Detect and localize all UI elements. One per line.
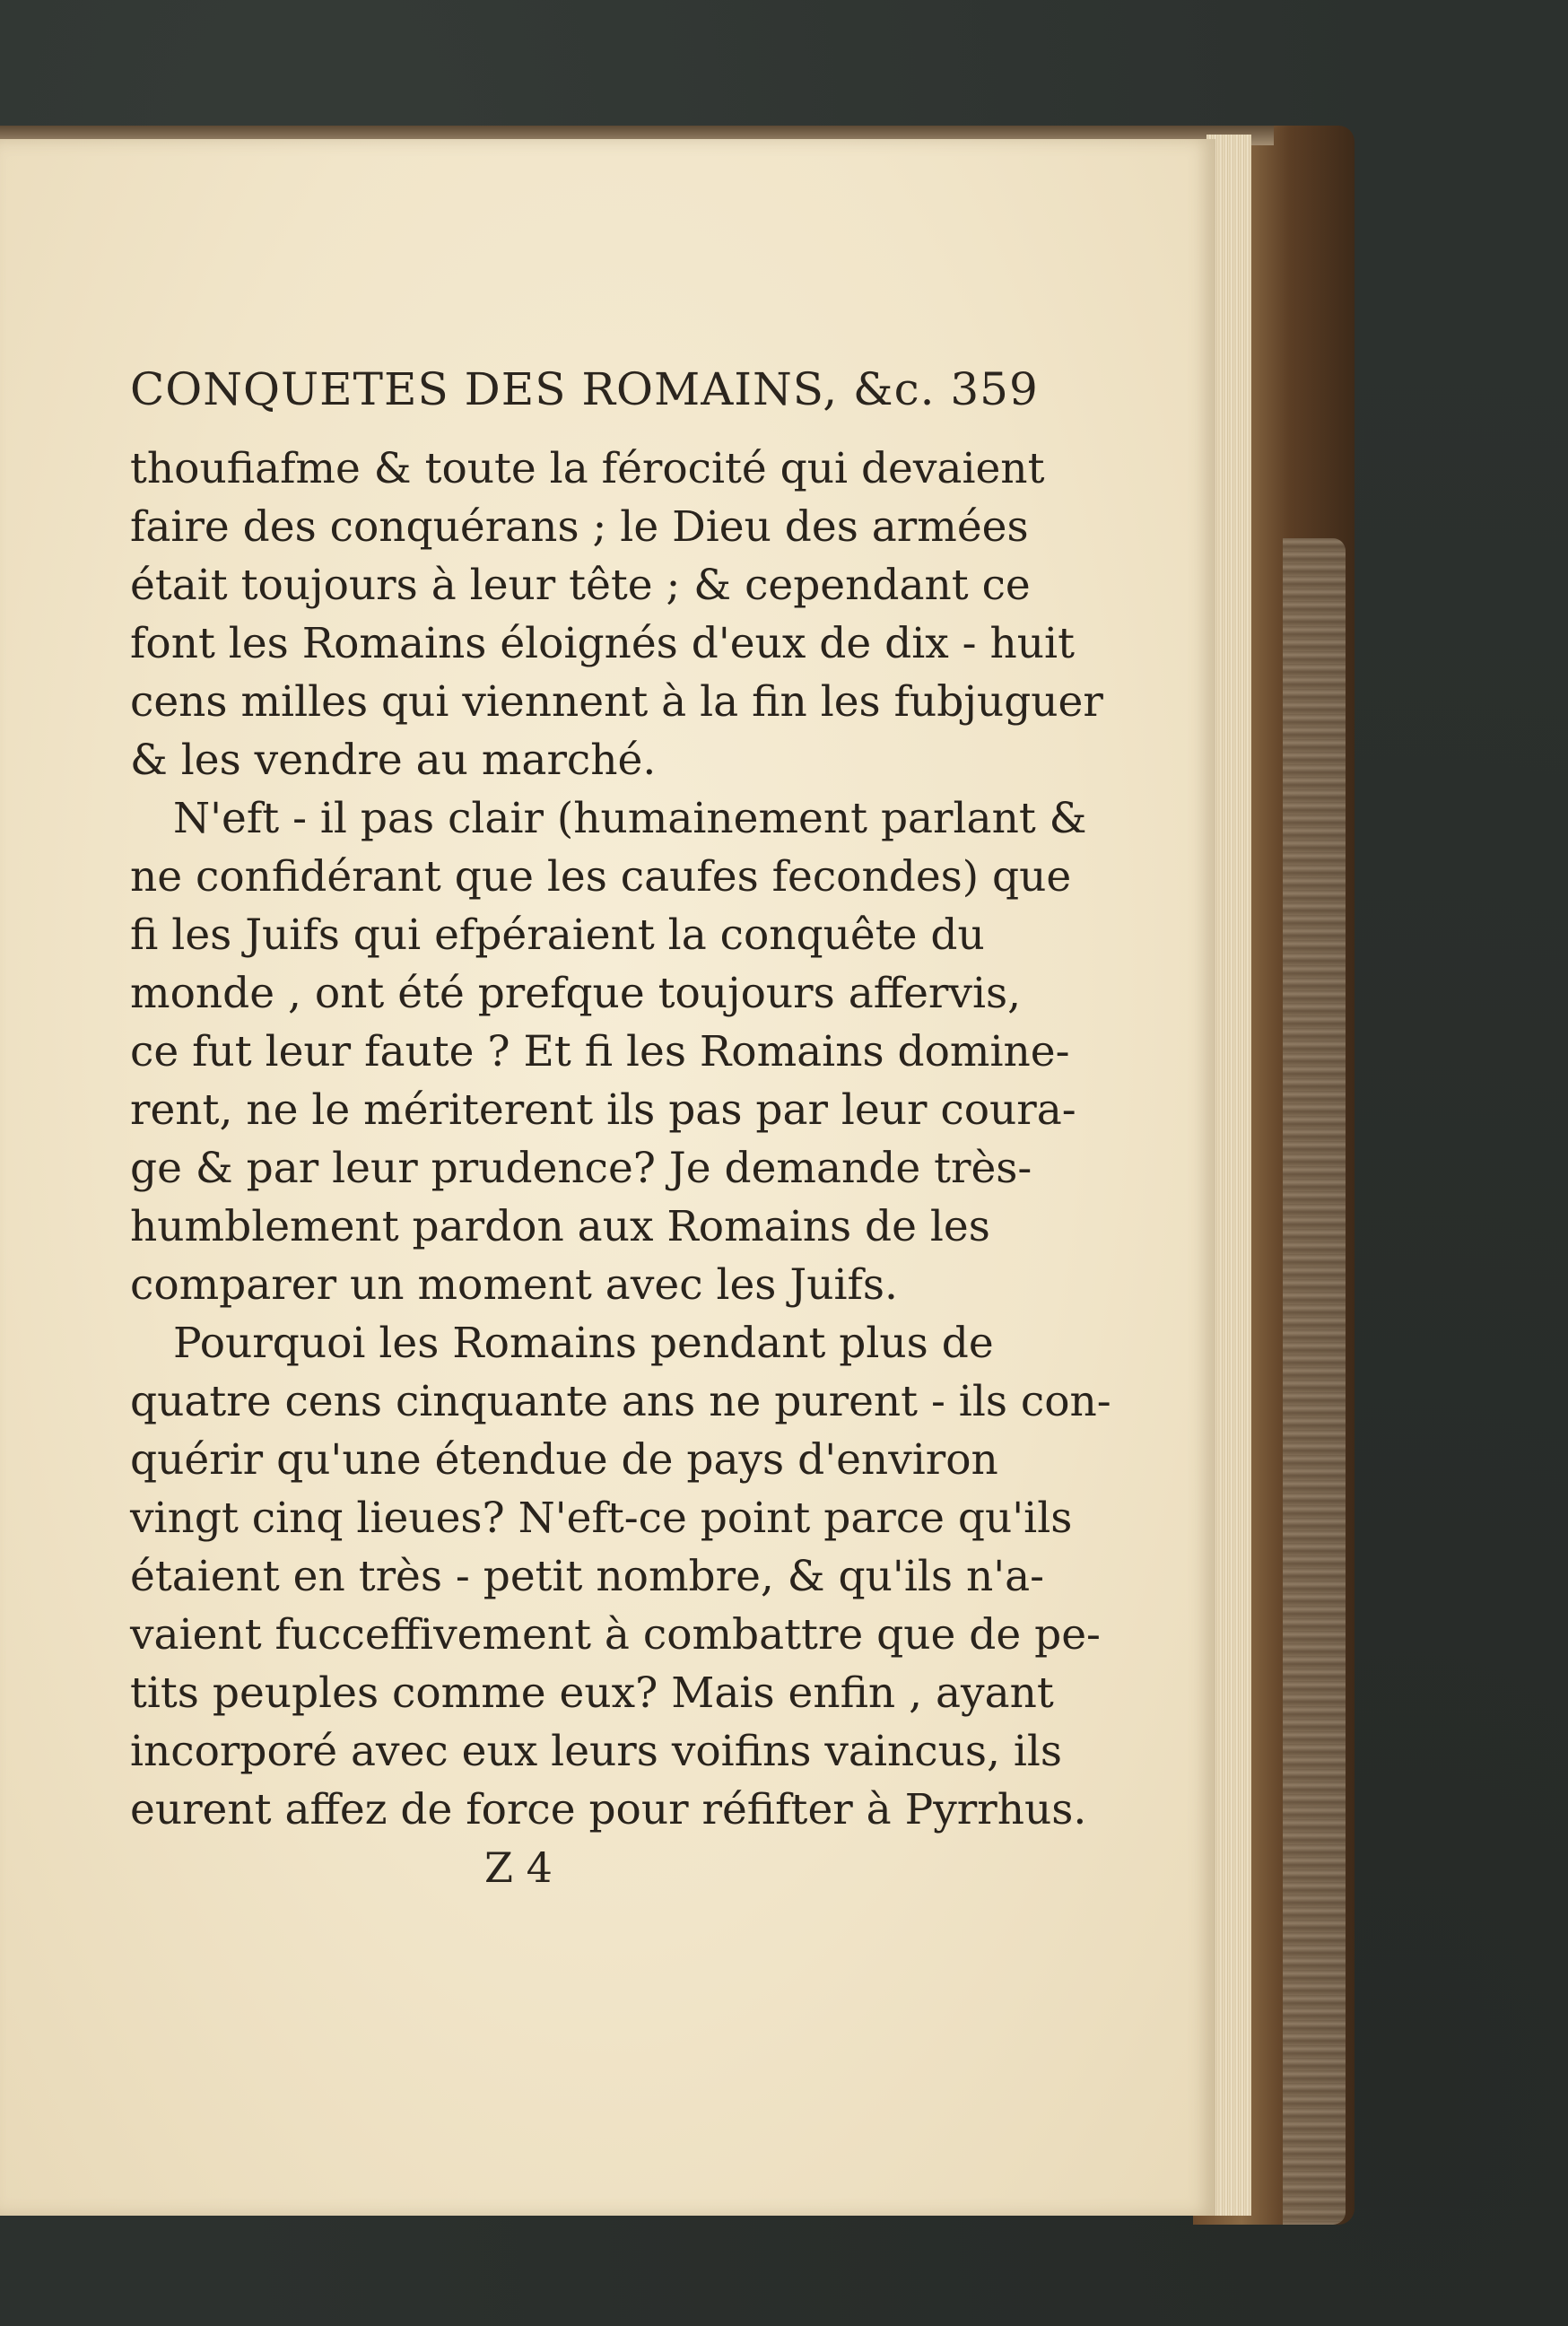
text-line: font les Romains éloignés d'eux de dix - huit: [130, 619, 1075, 668]
text-line: vaient fucceffivement à combattre que de pe-: [130, 1610, 1101, 1660]
text-line: comparer un moment avec les Juifs.: [130, 1260, 898, 1310]
text-line: monde , ont été prefque toujours affervis,: [130, 969, 1022, 1018]
text-line: étaient en très - petit nombre, & qu'ils n'a-: [130, 1552, 1045, 1601]
text-line: ge & par leur prudence? Je demande très-: [130, 1144, 1032, 1193]
page-text-block: [0, 139, 1215, 2216]
text-line: & les vendre au marché.: [130, 736, 657, 785]
text-line: thoufiafme & toute la férocité qui devaient: [130, 444, 1045, 493]
book-fore-edge: [1283, 538, 1346, 2225]
running-head: CONQUETES DES ROMAINS, &c. 359: [130, 363, 1039, 415]
text-line: tits peuples comme eux? Mais enfin , ayant: [130, 1668, 1054, 1718]
text-line: N'eft - il pas clair (humainement parlant &: [173, 794, 1087, 843]
text-line: ne confidérant que les caufes fecondes) que: [130, 852, 1072, 902]
book-page: [0, 139, 1215, 2216]
text-line: était toujours à leur tête ; & cependant ce: [130, 561, 1031, 610]
text-line: vingt cinq lieues? N'eft-ce point parce qu'ils: [130, 1494, 1073, 1543]
text-line: Pourquoi les Romains pendant plus de: [173, 1319, 994, 1368]
text-line: quatre cens cinquante ans ne purent - ils con-: [130, 1377, 1111, 1426]
signature-mark: Z 4: [484, 1843, 553, 1892]
text-line: faire des conquérans ; le Dieu des armées: [130, 502, 1029, 552]
text-line: cens milles qui viennent à la fin les fubjuguer: [130, 677, 1103, 727]
text-line: rent, ne le mériterent ils pas par leur coura-: [130, 1085, 1076, 1135]
text-line: fi les Juifs qui efpéraient la conquête du: [130, 910, 985, 960]
text-line: humblement pardon aux Romains de les: [130, 1202, 990, 1251]
text-line: eurent affez de force pour réfifter à Pyrrhus.: [130, 1785, 1087, 1834]
text-line: incorporé avec eux leurs voifins vaincus, ils: [130, 1727, 1063, 1776]
text-line: quérir qu'une étendue de pays d'environ: [130, 1435, 998, 1485]
text-line: ce fut leur faute ? Et fi les Romains domine-: [130, 1027, 1070, 1076]
